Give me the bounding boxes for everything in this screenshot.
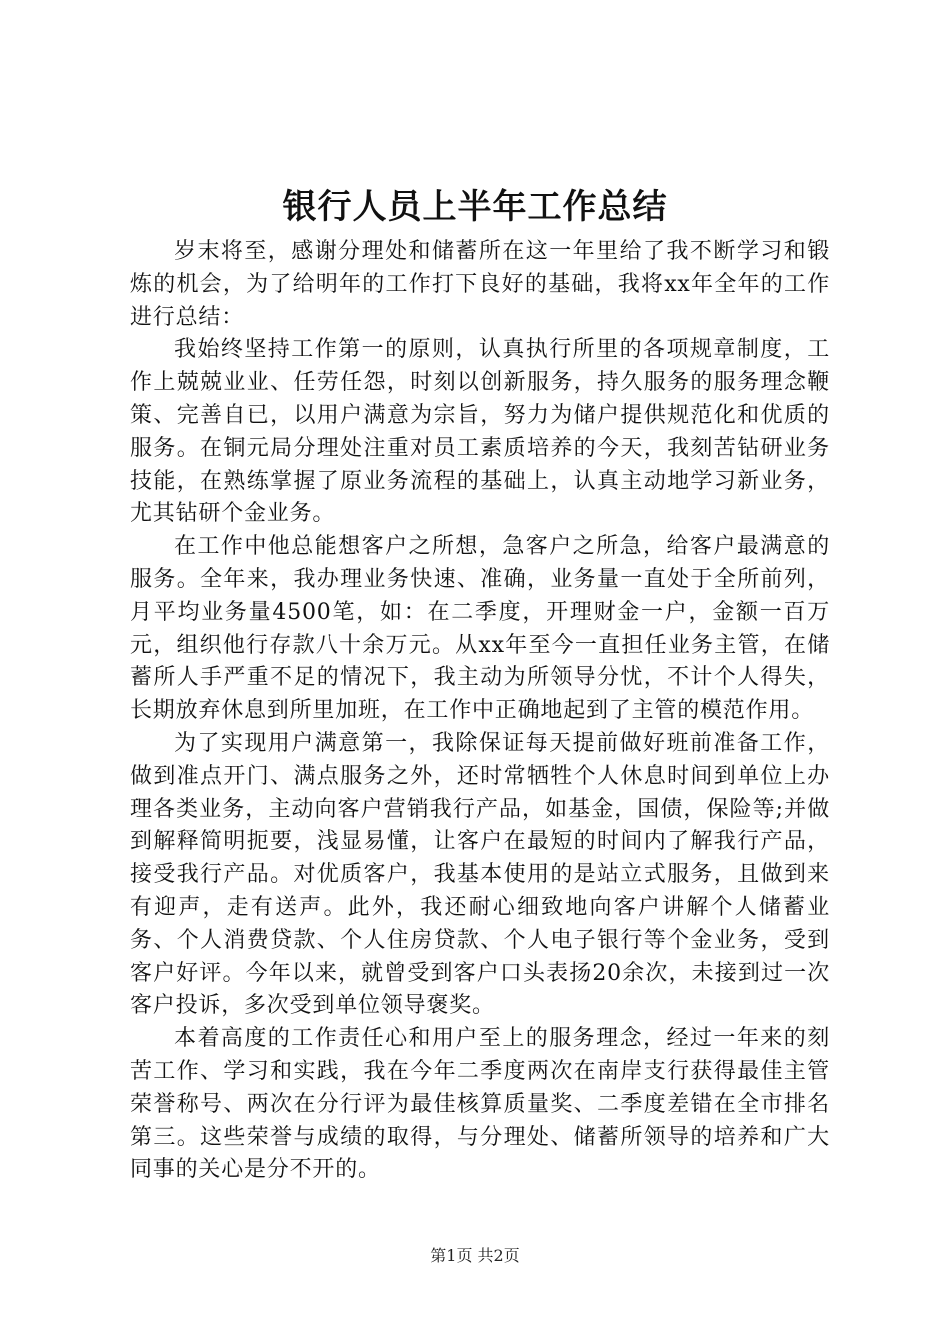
paragraph-honors: 本着高度的工作责任心和用户至上的服务理念，经过一年来的刻苦工作、学习和实践，我在今年二季度两次在南岸支行获得最佳主管荣誉称号、两次在分行评为最佳核算质量奖、二季度差错在全市排名第三。这些荣誉与成绩的取得，与分理处、储蓄所领导的培养和广大同事的关心是分不开的。 (130, 1026, 830, 1183)
document-body (130, 236, 830, 1187)
paragraph-customer-service: 在工作中他总能想客户之所想，急客户之所急，给客户最满意的服务。全年来，我办理业务快速、准确，业务量一直处于全所前列，月平均业务量4500笔，如：在二季度，开理财金一户，金额一百万元，组织他行存款八十余万元。从xx年至今一直担任业务主管，在储蓄所人手严重不足的情况下，我主动为所领导分忧，不计个人得失，长期放弃休息到所里加班，在工作中正确地起到了主管的模范作用。 (130, 534, 830, 724)
page-footer: 第1页 共2页 (430, 1246, 520, 1265)
document-title: 银行人员上半年工作总结 (282, 187, 668, 227)
paragraph-intro: 岁末将至，感谢分理处和储蓄所在这一年里给了我不断学习和锻炼的机会，为了给明年的工作打下良好的基础，我将xx年全年的工作进行总结： (130, 239, 830, 330)
paragraph-user-satisfaction: 为了实现用户满意第一，我除保证每天提前做好班前准备工作，做到准点开门、满点服务之外，还时常牺牲个人休息时间到单位上办理各类业务，主动向客户营销我行产品，如基金，国债，保险等;并做到解释简明扼要，浅显易懂，让客户在最短的时间内了解我行产品，接受我行产品。对优质客户，我基本使用的是站立式服务，且做到来有迎声，走有送声。此外，我还耐心细致地向客户讲解个人储蓄业务、个人消费贷款、个人住房贷款、个人电子银行等个金业务，受到客户好评。今年以来，就曾受到客户口头表扬20余次，未接到过一次客户投诉，多次受到单位领导褒奖。 (130, 730, 830, 1019)
paragraph-principles: 我始终坚持工作第一的原则，认真执行所里的各项规章制度，工作上兢兢业业、任劳任怨，时刻以创新服务，持久服务的服务理念鞭策、完善自已，以用户满意为宗旨，努力为储户提供规范化和优质的服务。在铜元局分理处注重对员工素质培养的今天，我刻苦钻研业务技能，在熟练掌握了原业务流程的基础上，认真主动地学习新业务，尤其钻研个金业务。 (130, 337, 830, 527)
